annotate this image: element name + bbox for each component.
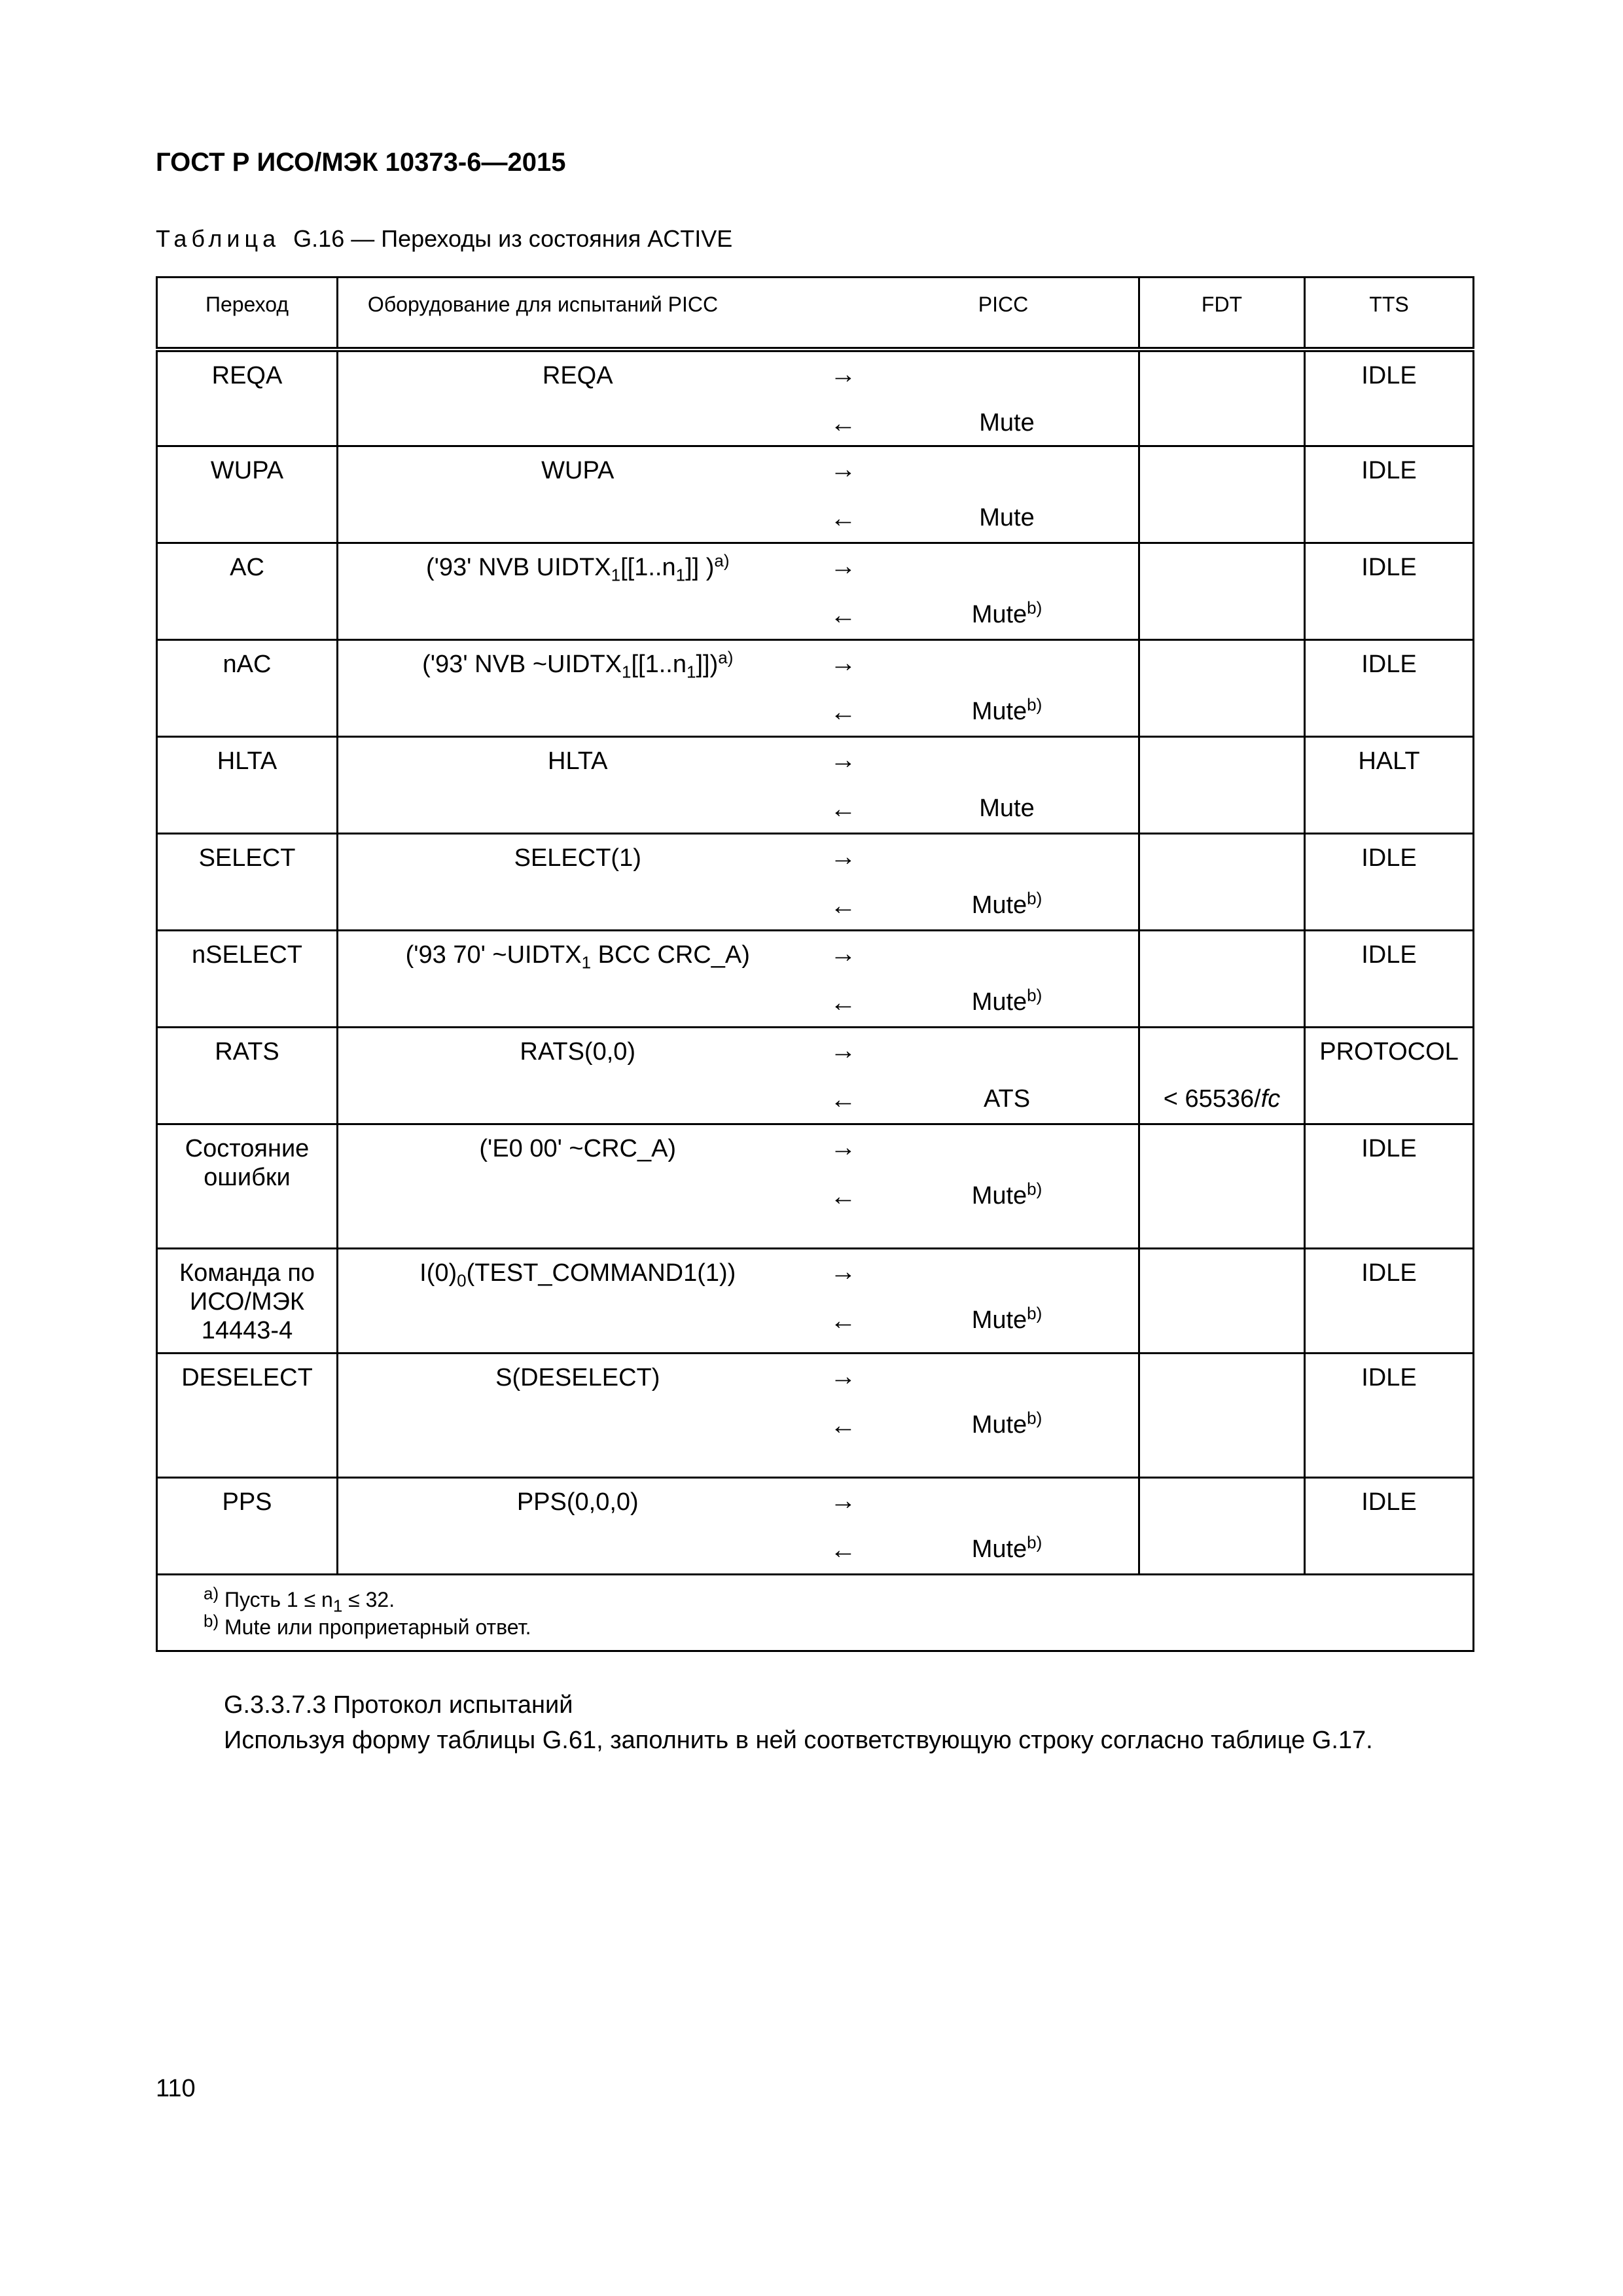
cell-picc bbox=[817, 543, 1139, 640]
cell-fdt bbox=[1139, 543, 1305, 640]
cell-picc bbox=[817, 640, 1139, 737]
cell-picc bbox=[817, 1028, 1139, 1124]
cell-picc bbox=[817, 1249, 1139, 1354]
page-number: 110 bbox=[156, 2075, 196, 2102]
table-row bbox=[157, 1354, 1474, 1478]
standard-title: ГОСТ Р ИСО/МЭК 10373-6—2015 bbox=[156, 148, 566, 177]
table-row bbox=[157, 1028, 1474, 1124]
command-label: RATS(0,0) bbox=[520, 1038, 636, 1066]
command-label: SELECT(1) bbox=[514, 844, 641, 872]
transition-label: SELECT bbox=[198, 844, 296, 872]
tts-label: IDLE bbox=[1361, 1488, 1417, 1516]
arrow-left-icon: ← bbox=[830, 795, 857, 823]
footnotes-row bbox=[157, 1575, 1474, 1651]
arrow-left-icon: ← bbox=[830, 1411, 857, 1440]
cell-fdt bbox=[1139, 446, 1305, 543]
header-picc: PICC bbox=[978, 293, 1029, 316]
arrow-left-icon: ← bbox=[830, 408, 857, 438]
cell-fdt bbox=[1139, 1478, 1305, 1575]
cell-transition bbox=[157, 1124, 338, 1249]
cell-fdt bbox=[1139, 1249, 1305, 1354]
cell-transition bbox=[157, 640, 338, 737]
transition-label: HLTA bbox=[217, 747, 277, 775]
arrow-left-icon: ← bbox=[830, 1306, 857, 1335]
cell-transition bbox=[157, 931, 338, 1028]
cell-command bbox=[338, 1478, 817, 1575]
cell-transition bbox=[157, 350, 338, 446]
cell-picc bbox=[817, 931, 1139, 1028]
cell-transition bbox=[157, 1249, 338, 1354]
cell-tts bbox=[1305, 1249, 1474, 1354]
transition-label: REQA bbox=[211, 361, 283, 389]
cell-transition bbox=[157, 834, 338, 931]
cell-command bbox=[338, 1249, 817, 1354]
transition-label: AC bbox=[230, 554, 264, 581]
table-row bbox=[157, 931, 1474, 1028]
arrow-right-icon: → bbox=[830, 1486, 857, 1515]
picc-response: Mute$^{b)}$ bbox=[971, 598, 1043, 628]
arrow-left-icon: ← bbox=[830, 698, 857, 726]
cell-command bbox=[338, 446, 817, 543]
cell-transition bbox=[157, 1478, 338, 1575]
transition-label: RATS bbox=[215, 1038, 279, 1066]
cell-command bbox=[338, 1124, 817, 1249]
tts-label: HALT bbox=[1358, 747, 1420, 775]
arrow-right-icon: → bbox=[830, 745, 857, 774]
picc-response: ATS bbox=[983, 1085, 1031, 1113]
header-fdt: FDT bbox=[1139, 278, 1305, 350]
table-row bbox=[157, 640, 1474, 737]
cell-fdt bbox=[1139, 1028, 1305, 1124]
arrow-right-icon: → bbox=[830, 842, 857, 871]
cell-tts bbox=[1305, 1354, 1474, 1478]
tts-label: PROTOCOL bbox=[1319, 1038, 1459, 1066]
cell-picc bbox=[817, 1124, 1139, 1249]
table-row bbox=[157, 834, 1474, 931]
cell-fdt bbox=[1139, 834, 1305, 931]
command-label: PPS(0,0,0) bbox=[516, 1488, 639, 1516]
cell-tts bbox=[1305, 640, 1474, 737]
arrow-right-icon: → bbox=[830, 1362, 857, 1391]
arrow-right-icon: → bbox=[830, 359, 857, 389]
transition-label: PPS bbox=[222, 1488, 272, 1516]
arrow-right-icon: → bbox=[830, 455, 857, 484]
footnote-a: $^{a)}$ Пусть $1 \le n_1 \le 32$. bbox=[204, 1583, 395, 1616]
table-row bbox=[157, 1249, 1474, 1354]
arrow-right-icon: → bbox=[830, 649, 857, 677]
cell-picc bbox=[817, 737, 1139, 834]
command-label: ('93' NVB $\sim UIDTX_1[[1..n_1]])^{a)}$ bbox=[422, 647, 734, 682]
section-body: Используя форму таблицы G.61, заполнить в ней соответствующую строку согласно таблице G.17. bbox=[224, 1727, 1373, 1754]
cell-tts bbox=[1305, 1124, 1474, 1249]
cell-tts bbox=[1305, 834, 1474, 931]
cell-command bbox=[338, 1354, 817, 1478]
command-label: WUPA bbox=[541, 457, 615, 484]
table-header-row bbox=[157, 278, 1474, 350]
cell-transition bbox=[157, 1354, 338, 1478]
table-row bbox=[157, 543, 1474, 640]
header-transition: Переход bbox=[157, 278, 338, 350]
command-label: REQA bbox=[542, 361, 613, 389]
arrow-right-icon: → bbox=[830, 939, 857, 968]
tts-label: IDLE bbox=[1361, 554, 1417, 581]
arrow-right-icon: → bbox=[830, 1133, 857, 1162]
tts-label: IDLE bbox=[1361, 1364, 1417, 1391]
transition-label: nAC bbox=[223, 651, 272, 678]
arrow-left-icon: ← bbox=[830, 1182, 857, 1211]
picc-response: Mute$^{b)}$ bbox=[971, 1532, 1043, 1563]
transitions-table bbox=[156, 276, 1474, 1652]
table-caption bbox=[156, 225, 732, 253]
transition-label: WUPA bbox=[210, 457, 284, 484]
cell-picc bbox=[817, 1478, 1139, 1575]
cell-tts bbox=[1305, 543, 1474, 640]
section-heading: G.3.3.7.3 Протокол испытаний bbox=[224, 1691, 573, 1719]
tts-label: IDLE bbox=[1361, 651, 1417, 678]
table-row bbox=[157, 737, 1474, 834]
tts-label: IDLE bbox=[1361, 457, 1417, 484]
cell-tts bbox=[1305, 737, 1474, 834]
cell-picc bbox=[817, 834, 1139, 931]
table-row bbox=[157, 1124, 1474, 1249]
picc-response: Mute$^{b)}$ bbox=[971, 1303, 1043, 1334]
picc-response: Mute$^{b)}$ bbox=[971, 888, 1043, 919]
cell-command bbox=[338, 931, 817, 1028]
arrow-left-icon: ← bbox=[830, 1535, 857, 1564]
tts-label: IDLE bbox=[1361, 941, 1417, 969]
tts-label: IDLE bbox=[1361, 361, 1417, 389]
picc-response: Mute$^{b)}$ bbox=[971, 1408, 1043, 1439]
transition-label: DESELECT bbox=[181, 1364, 313, 1391]
arrow-left-icon: ← bbox=[830, 891, 857, 920]
command-label: S(DESELECT) bbox=[495, 1364, 660, 1391]
picc-response: Mute bbox=[979, 504, 1035, 531]
tts-label: IDLE bbox=[1361, 1135, 1417, 1162]
cell-tts bbox=[1305, 931, 1474, 1028]
cell-tts bbox=[1305, 1478, 1474, 1575]
cell-tts bbox=[1305, 1028, 1474, 1124]
cell-fdt bbox=[1139, 1124, 1305, 1249]
after-table-text bbox=[224, 1687, 1373, 1758]
cell-transition bbox=[157, 737, 338, 834]
cell-transition bbox=[157, 446, 338, 543]
picc-response: Mute bbox=[979, 408, 1035, 437]
arrow-right-icon: → bbox=[830, 1036, 857, 1065]
header-tts: TTS bbox=[1305, 278, 1474, 350]
command-label: ('93 70' $\sim UIDTX_1$ BCC CRC_A) bbox=[405, 941, 750, 973]
arrow-left-icon: ← bbox=[830, 988, 857, 1017]
picc-response: Mute$^{b)}$ bbox=[971, 694, 1043, 725]
cell-command bbox=[338, 737, 817, 834]
cell-fdt bbox=[1139, 350, 1305, 446]
command-label: ('93' NVB $UIDTX_1[[1..n_1]]$ )$^{a)}$ bbox=[425, 550, 730, 585]
fdt-value: < 65536/fc bbox=[1163, 1085, 1281, 1113]
arrow-right-icon: → bbox=[830, 1257, 857, 1286]
tts-label: IDLE bbox=[1361, 844, 1417, 872]
caption-rest: G.16 — Переходы из состояния ACTIVE bbox=[293, 225, 733, 252]
picc-response: Mute$^{b)}$ bbox=[971, 1179, 1043, 1210]
table-row bbox=[157, 446, 1474, 543]
arrow-left-icon: ← bbox=[830, 504, 857, 533]
cell-tts bbox=[1305, 446, 1474, 543]
tts-label: IDLE bbox=[1361, 1259, 1417, 1287]
command-label: ('E0 00' ~CRC_A) bbox=[479, 1135, 677, 1162]
cell-fdt bbox=[1139, 640, 1305, 737]
cell-picc bbox=[817, 1354, 1139, 1478]
arrow-right-icon: → bbox=[830, 552, 857, 581]
table-row bbox=[157, 1478, 1474, 1575]
header-equipment-picc bbox=[338, 278, 1139, 350]
command-label: $I(0)_0(TEST\_COMMAND1(1))$ bbox=[419, 1259, 736, 1291]
arrow-left-icon: ← bbox=[830, 601, 857, 630]
picc-response: Mute bbox=[979, 795, 1035, 822]
cell-picc bbox=[817, 350, 1139, 446]
cell-command bbox=[338, 543, 817, 640]
footnote-b: $^{b)}$ Mute или проприетарный ответ. bbox=[204, 1611, 531, 1639]
cell-fdt bbox=[1139, 737, 1305, 834]
picc-response: Mute$^{b)}$ bbox=[971, 985, 1043, 1016]
header-equipment: Оборудование для испытаний PICC bbox=[367, 293, 719, 316]
cell-transition bbox=[157, 543, 338, 640]
cell-fdt bbox=[1139, 931, 1305, 1028]
footnotes bbox=[157, 1575, 1474, 1651]
arrow-left-icon: ← bbox=[830, 1085, 857, 1114]
cell-command bbox=[338, 834, 817, 931]
cell-command bbox=[338, 350, 817, 446]
table-row bbox=[157, 350, 1474, 446]
cell-picc bbox=[817, 446, 1139, 543]
cell-tts bbox=[1305, 350, 1474, 446]
transition-label: Состояние ошибки bbox=[185, 1135, 310, 1191]
caption-prefix: Таблица bbox=[156, 225, 281, 252]
transition-label: Команда по ИСО/МЭК 14443-4 bbox=[179, 1259, 315, 1344]
cell-command bbox=[338, 640, 817, 737]
transition-label: nSELECT bbox=[192, 941, 302, 969]
cell-command bbox=[338, 1028, 817, 1124]
cell-fdt bbox=[1139, 1354, 1305, 1478]
cell-transition bbox=[157, 1028, 338, 1124]
command-label: HLTA bbox=[548, 747, 608, 775]
